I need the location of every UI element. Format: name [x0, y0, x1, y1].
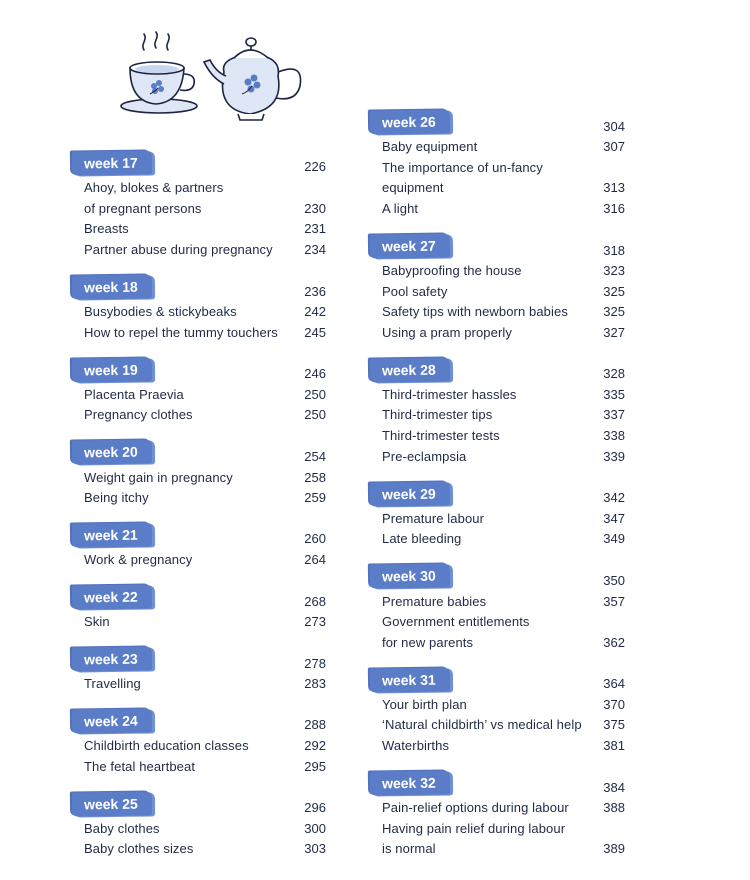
toc-entry-page: 234: [304, 242, 326, 257]
week-label[interactable]: week 23: [72, 646, 152, 671]
week-label[interactable]: week 29: [370, 481, 450, 506]
toc-entry-page: 327: [603, 325, 625, 340]
week-label[interactable]: week 24: [72, 708, 152, 733]
toc-entry-page: 250: [304, 387, 326, 402]
week-page-number: 246: [304, 366, 326, 381]
week-page-number: 260: [304, 531, 326, 546]
toc-entry[interactable]: Safety tips with newborn babies: [382, 304, 568, 319]
toc-entry-page: 316: [603, 201, 625, 216]
toc-entry-page: 295: [304, 759, 326, 774]
week-label[interactable]: week 32: [370, 770, 450, 795]
toc-entry-page: 300: [304, 821, 326, 836]
toc-entry-page: 307: [603, 139, 625, 154]
week-label[interactable]: week 28: [370, 357, 450, 382]
week-page-number: 350: [603, 573, 625, 588]
week-page-number: 304: [603, 119, 625, 134]
toc-entry[interactable]: Pool safety: [382, 284, 448, 299]
toc-entry[interactable]: Third-trimester hassles: [382, 387, 517, 402]
week-label[interactable]: week 21: [72, 522, 152, 547]
toc-entry-page: 370: [603, 697, 625, 712]
toc-entry-page: 230: [304, 201, 326, 216]
toc-entry[interactable]: Your birth plan: [382, 697, 467, 712]
week-label[interactable]: week 31: [370, 667, 450, 692]
toc-entry[interactable]: Government entitlements: [382, 614, 530, 629]
toc-entry[interactable]: Pre-eclampsia: [382, 449, 467, 464]
toc-entry-page: 388: [603, 800, 625, 815]
toc-entry[interactable]: Third-trimester tests: [382, 428, 500, 443]
week-label[interactable]: week 27: [370, 233, 450, 258]
toc-entry[interactable]: Partner abuse during pregnancy: [84, 242, 273, 257]
toc-entry-page: 258: [304, 470, 326, 485]
toc-entry[interactable]: Baby clothes sizes: [84, 841, 194, 856]
week-page-number: 278: [304, 656, 326, 671]
toc-entry[interactable]: A light: [382, 201, 419, 216]
toc-entry-page: 381: [603, 738, 625, 753]
toc-entry[interactable]: equipment: [382, 180, 444, 195]
toc-entry-page: 335: [603, 387, 625, 402]
toc-entry[interactable]: Ahoy, blokes & partners: [84, 180, 224, 195]
toc-entry-page: 313: [603, 180, 625, 195]
week-label[interactable]: week 26: [370, 109, 450, 134]
toc-entry[interactable]: Baby clothes: [84, 821, 160, 836]
toc-entry-page: 259: [304, 490, 326, 505]
toc-entry[interactable]: ‘Natural childbirth’ vs medical help: [382, 717, 582, 732]
week-page-number: 296: [304, 800, 326, 815]
toc-entry-page: 347: [603, 511, 625, 526]
toc-entry-page: 349: [603, 531, 625, 546]
toc-entry-page: 325: [603, 284, 625, 299]
toc-entry-page: 362: [603, 635, 625, 650]
week-label[interactable]: week 19: [72, 357, 152, 382]
toc-entry-page: 242: [304, 304, 326, 319]
toc-entry[interactable]: Breasts: [84, 221, 129, 236]
toc-entry[interactable]: Pregnancy clothes: [84, 407, 193, 422]
toc-entry[interactable]: is normal: [382, 841, 436, 856]
toc-entry[interactable]: Premature babies: [382, 594, 487, 609]
toc-entry[interactable]: for new parents: [382, 635, 474, 650]
week-label[interactable]: week 30: [370, 563, 450, 588]
week-label[interactable]: week 17: [72, 150, 152, 175]
toc-entry[interactable]: Busybodies & stickybeaks: [84, 304, 237, 319]
week-label[interactable]: week 22: [72, 584, 152, 609]
toc-entry-page: 303: [304, 841, 326, 856]
week-page-number: 328: [603, 366, 625, 381]
week-label[interactable]: week 25: [72, 791, 152, 816]
week-page-number: 364: [603, 676, 625, 691]
toc-entry[interactable]: Skin: [84, 614, 110, 629]
week-label[interactable]: week 20: [72, 439, 152, 464]
toc-entry-page: 375: [603, 717, 625, 732]
week-page-number: 254: [304, 449, 326, 464]
toc-entry[interactable]: Premature labour: [382, 511, 485, 526]
toc-entry[interactable]: Weight gain in pregnancy: [84, 470, 233, 485]
week-page-number: 226: [304, 159, 326, 174]
toc-entry[interactable]: The importance of un-fancy: [382, 160, 543, 175]
toc-entry-page: 250: [304, 407, 326, 422]
toc-entry-page: 323: [603, 263, 625, 278]
toc-entry[interactable]: Using a pram properly: [382, 325, 512, 340]
toc-entry[interactable]: Babyproofing the house: [382, 263, 522, 278]
toc-entry[interactable]: Pain-relief options during labour: [382, 800, 569, 815]
toc-entry[interactable]: Waterbirths: [382, 738, 450, 753]
week-page-number: 288: [304, 717, 326, 732]
toc-entry[interactable]: Baby equipment: [382, 139, 478, 154]
toc-entry-page: 338: [603, 428, 625, 443]
toc-entry-page: 245: [304, 325, 326, 340]
toc-entry[interactable]: Travelling: [84, 676, 141, 691]
toc-entry-page: 389: [603, 841, 625, 856]
week-page-number: 236: [304, 284, 326, 299]
week-page-number: 268: [304, 594, 326, 609]
toc-entry-page: 339: [603, 449, 625, 464]
week-page-number: 318: [603, 243, 625, 258]
toc-entry[interactable]: The fetal heartbeat: [84, 759, 196, 774]
toc-entry[interactable]: of pregnant persons: [84, 201, 202, 216]
toc-entry-page: 325: [603, 304, 625, 319]
toc-entry-page: 337: [603, 407, 625, 422]
toc-entry-page: 231: [304, 221, 326, 236]
toc-entry-page: 283: [304, 676, 326, 691]
toc-entry[interactable]: Work & pregnancy: [84, 552, 193, 567]
toc-entry-page: 292: [304, 738, 326, 753]
toc-entry[interactable]: Late bleeding: [382, 531, 462, 546]
toc-entry[interactable]: Placenta Praevia: [84, 387, 184, 402]
toc-entry[interactable]: How to repel the tummy touchers: [84, 325, 278, 340]
toc-entry[interactable]: Third-trimester tips: [382, 407, 493, 422]
week-label[interactable]: week 18: [72, 274, 152, 299]
toc-entry[interactable]: Being itchy: [84, 490, 149, 505]
toc-entry[interactable]: Having pain relief during labour: [382, 821, 566, 836]
toc-entry-page: 357: [603, 594, 625, 609]
toc-entry[interactable]: Childbirth education classes: [84, 738, 249, 753]
toc-entry-page: 264: [304, 552, 326, 567]
toc-entry-page: 273: [304, 614, 326, 629]
week-page-number: 384: [603, 780, 625, 795]
week-page-number: 342: [603, 490, 625, 505]
